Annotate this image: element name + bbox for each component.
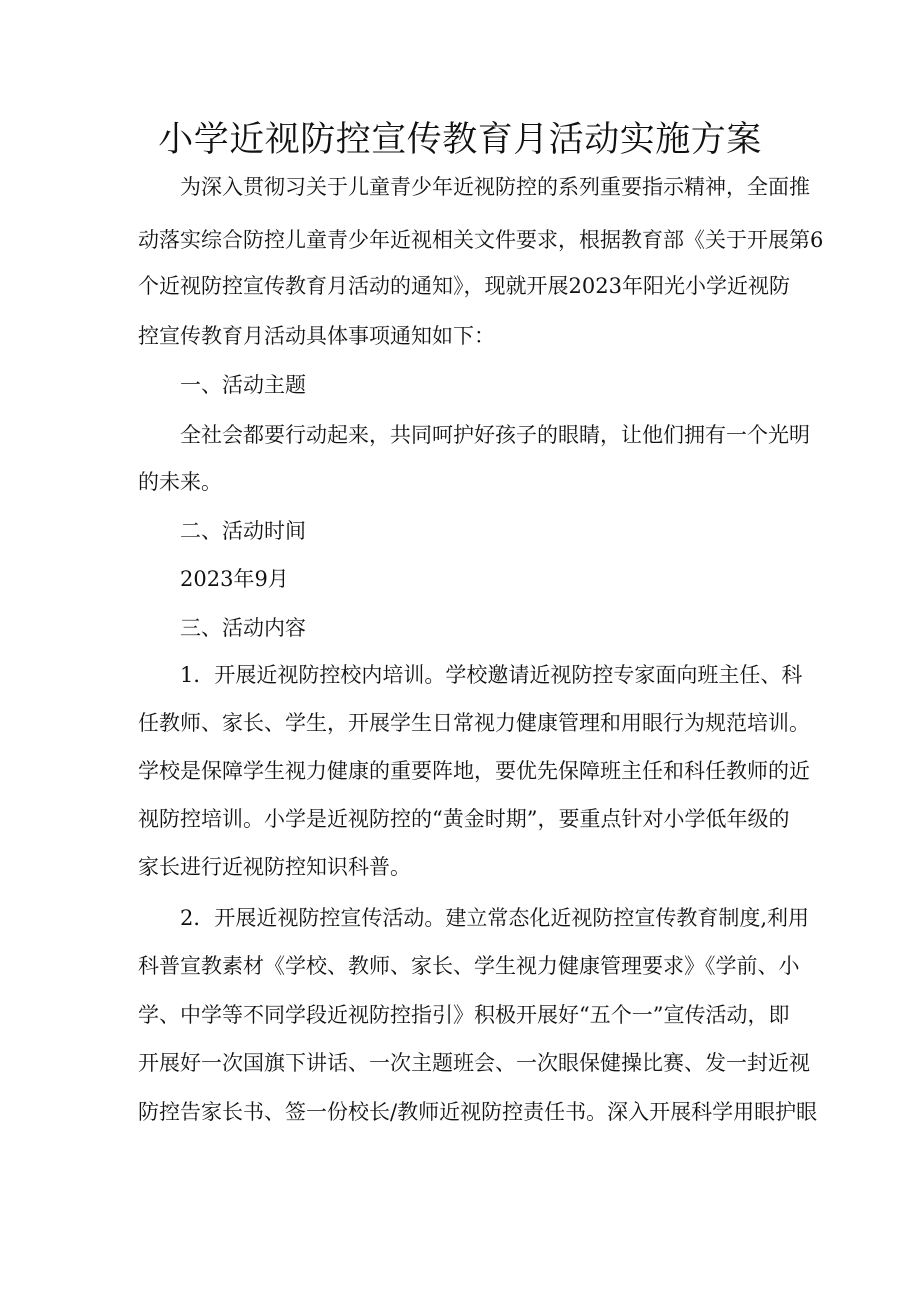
paragraph-line: 开展好一次国旗下讲话、一次主题班会、一次眼保健操比赛、发一封近视 [138, 1051, 810, 1075]
paragraph-line: 任教师、家长、学生，开展学生日常视力健康管理和用眼行为规范培训。 [138, 711, 810, 735]
paragraph-line: 防控告家长书、签一份校长/教师近视防控责任书。深入开展科学用眼护眼 [138, 1100, 818, 1124]
document-title: 小学近视防控宣传教育月活动实施方案 [158, 120, 762, 160]
paragraph-line: 家长进行近视防控知识科普。 [138, 855, 411, 879]
section-heading: 二、活动时间 [180, 519, 306, 543]
paragraph-line: 的未来。 [138, 470, 222, 494]
paragraph-line: 个近视防控宣传教育月活动的通知》，现就开展2023年阳光小学近视防 [138, 274, 790, 298]
paragraph-line: 2023年9月 [180, 567, 289, 591]
paragraph-line: 视防控培训。小学是近视防控的“黄金时期”，要重点针对小学低年级的 [138, 807, 790, 831]
paragraph-line: 控宣传教育月活动具体事项通知如下： [138, 324, 495, 348]
paragraph-line: 学、中学等不同学段近视防控指引》积极开展好“五个一”宣传活动，即 [138, 1003, 790, 1027]
paragraph-line: 为深入贯彻习关于儿童青少年近视防控的系列重要指示精神，全面推 [180, 175, 810, 199]
section-heading: 三、活动内容 [180, 616, 306, 640]
paragraph-line: 科普宣教素材《学校、教师、家长、学生视力健康管理要求》《学前、小 [138, 954, 800, 978]
paragraph-line: 动落实综合防控儿童青少年近视相关文件要求，根据教育部《关于开展第6 [138, 228, 824, 252]
section-heading: 一、活动主题 [180, 373, 306, 397]
paragraph-line: 全社会都要行动起来，共同呵护好孩子的眼睛，让他们拥有一个光明 [180, 423, 810, 447]
paragraph-line: 学校是保障学生视力健康的重要阵地，要优先保障班主任和科任教师的近 [138, 759, 810, 783]
paragraph-line: 2．开展近视防控宣传活动。建立常态化近视防控宣传教育制度,利用 [180, 906, 810, 930]
paragraph-line: 1．开展近视防控校内培训。学校邀请近视防控专家面向班主任、科 [180, 663, 803, 687]
